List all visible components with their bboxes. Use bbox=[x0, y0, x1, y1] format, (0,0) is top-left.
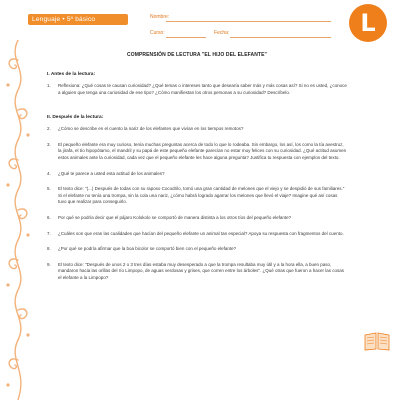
question-number: 7. bbox=[47, 230, 51, 236]
question-item bbox=[47, 186, 347, 206]
section-before-reading: I. Antes de la lectura: bbox=[47, 72, 96, 77]
question-item bbox=[47, 246, 347, 253]
question-text: El texto dice: "Después de unos 2 o 3 tres días estaba muy desesperado a que la trompa resultaba muy útil y a la hora ella, a buen paso, mandaron hacia las orillas del río Limpopo, de aguas verdosas y grises, que corren entre los árboles". ¿Qué otras que fueron a hacer las cosas el elefante a la Limpopo? bbox=[58, 261, 345, 280]
question-text: ¿Cómo se describe en el cuento la nariz de los elefantes que vivían en los tiempos remotos? bbox=[58, 126, 244, 132]
question-item bbox=[47, 262, 347, 282]
section-after-reading: II. Después de la lectura: bbox=[47, 115, 104, 121]
question-number: 3. bbox=[47, 141, 51, 147]
course-label: Curso: bbox=[150, 30, 165, 36]
date-field[interactable] bbox=[230, 37, 331, 38]
name-label: Nombre: bbox=[150, 14, 170, 20]
subject-bar: Lenguaje • 5º básico bbox=[28, 14, 128, 25]
question-text: El texto dice: "(...) Después de todas con su raposo Cocodrilo, tomó una gran cantidad de melones que el viejo y se despidió de sus familiares." Si el elefante no tenía una trompa, sin la cola una nariz, ¿cómo habrá logrado agarrar los melones que llevó el viaje? Imagine qué así cosas tuvo que realizar para conseguirlo. bbox=[58, 186, 345, 205]
question-item bbox=[47, 171, 347, 178]
question-number: 2. bbox=[47, 126, 51, 132]
document-title: COMPRENSIÓN DE LECTURA "EL HIJO DEL ELEFANTE" bbox=[127, 52, 267, 58]
lenguaje-logo: L bbox=[349, 4, 387, 42]
question-item bbox=[47, 142, 347, 162]
open-book-icon bbox=[363, 330, 391, 352]
question-item bbox=[47, 126, 347, 133]
question-text: El pequeño elefante era muy curioso, tenía muchas preguntas acerca de todo lo que lo rodeaba. Sin embargo, los así, los como la tía avestruz, la jirafa, el tío hipopótamo, el mandril y su papá de este pequeño elefante parecían no estar muy felices con su curiosidad. ¿Qué actitud asumen estos animales ante la curiosidad, cada vez que el pequeño elefante les hace alguna pregunta? Justifica tu respuesta con ejemplos del texto. bbox=[58, 141, 347, 160]
document-body bbox=[47, 52, 347, 291]
question-text: Por qué se podría decir que el pájaro Kolokolo se comportó de manera distinta a los otros tíos del pequeño elefante? bbox=[58, 214, 292, 220]
question-number: 1. bbox=[47, 83, 51, 88]
question-item bbox=[47, 215, 347, 222]
question-number: 8. bbox=[47, 246, 51, 252]
question-text: ¿Cuáles son que eran las cualidades que hacían del pequeño elefante un animal tan especial? Apoya su respuesta con fragmentos del cuento. bbox=[58, 230, 344, 236]
name-field[interactable] bbox=[166, 21, 331, 22]
course-field[interactable] bbox=[166, 37, 206, 38]
question-item bbox=[47, 83, 347, 96]
header bbox=[0, 0, 400, 44]
question-number: 4. bbox=[47, 170, 51, 176]
question-number: 6. bbox=[47, 214, 51, 220]
question-number: 5. bbox=[47, 186, 51, 192]
question-text: ¿Por qué se podría afirmar que la boa bicolor se comportó bien con el pequeño elefante? bbox=[58, 246, 237, 252]
swirl-ornament-icon bbox=[0, 40, 36, 400]
question-item bbox=[47, 231, 347, 238]
question-number: 9. bbox=[47, 261, 51, 267]
question-text: Reflexiona: ¿Qué cosas te causan curiosidad? ¿Qué temas o intereses tanto que desearía saber más y más cosas así? Si no es usted, ¿conoce a alguien que tenga una curiosidad de ese tipo? ¿Cómo manifiestan los otros personas a su curiosidad? Descríbelo. bbox=[58, 83, 347, 95]
question-text: ¿Qué te parece a usted esta actitud de los animales? bbox=[58, 170, 165, 176]
date-label: Fecha: bbox=[214, 30, 230, 36]
